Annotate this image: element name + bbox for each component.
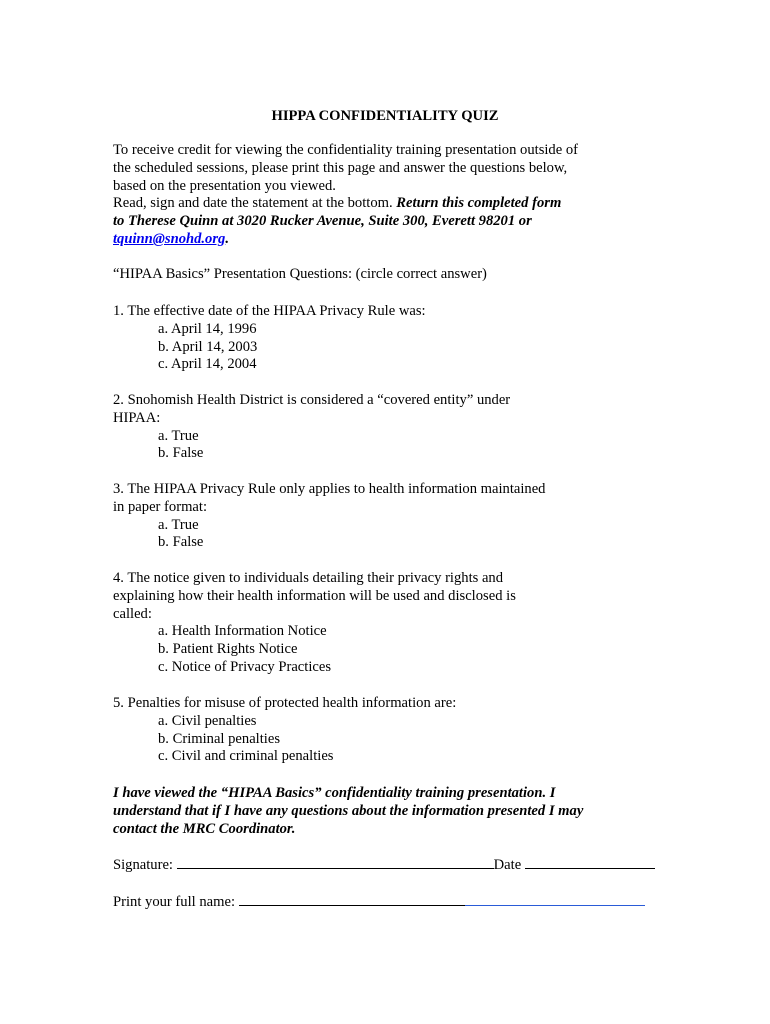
answer-option[interactable]: b. April 14, 2003: [158, 338, 258, 355]
date-field[interactable]: [525, 856, 655, 869]
print-name-field-continued[interactable]: [465, 893, 645, 906]
intro-instruction: Read, sign and date the statement at the bottom.: [113, 195, 397, 212]
question-text: 2. Snohomish Health District is considered a “covered entity” under: [113, 392, 511, 408]
question-1: [113, 303, 733, 374]
page-title: HIPPA CONFIDENTIALITY QUIZ: [271, 108, 499, 124]
answer-option[interactable]: a. True: [158, 516, 199, 533]
statement-line: contact the MRC Coordinator.: [113, 820, 296, 837]
question-text: 1. The effective date of the HIPAA Privacy Rule was:: [113, 303, 426, 319]
question-text: 4. The notice given to individuals detailing their privacy rights and: [113, 570, 504, 586]
intro-line: To receive credit for viewing the confidentiality training presentation outside of: [113, 142, 579, 158]
question-text: 5. Penalties for misuse of protected health information are:: [113, 695, 457, 711]
question-text: called:: [113, 605, 152, 622]
print-name-field[interactable]: [239, 893, 465, 906]
answer-option[interactable]: a. Civil penalties: [158, 712, 257, 729]
intro-line: based on the presentation you viewed.: [113, 177, 336, 194]
answer-option[interactable]: b. False: [158, 534, 204, 551]
answer-option[interactable]: c. Civil and criminal penalties: [158, 748, 334, 765]
answer-option[interactable]: b. False: [158, 445, 204, 462]
section-heading: [113, 266, 733, 284]
signature-field[interactable]: [177, 856, 494, 869]
intro-line: [113, 195, 733, 213]
intro-line: the scheduled sessions, please print this page and answer the questions below,: [113, 159, 568, 176]
answer-option[interactable]: a. Health Information Notice: [158, 623, 327, 640]
signature-row: [113, 856, 655, 874]
intro-return-instruction: Return this completed form: [396, 195, 562, 212]
statement-line: understand that if I have any questions about the information presented I may: [113, 802, 584, 819]
question-5: [113, 695, 733, 766]
statement-line: I have viewed the “HIPAA Basics” confidentiality training presentation. I: [113, 785, 556, 801]
answer-option[interactable]: c. Notice of Privacy Practices: [158, 658, 332, 675]
intro-email-line: [113, 231, 733, 249]
question-text: in paper format:: [113, 498, 208, 515]
answer-option[interactable]: c. April 14, 2004: [158, 356, 257, 373]
question-4: [113, 570, 733, 677]
email-period: .: [225, 230, 229, 247]
intro-address: to Therese Quinn at 3020 Rucker Avenue, Suite 300, Everett 98201 or: [113, 213, 532, 230]
date-label: Date: [493, 857, 525, 873]
intro-paragraph: [113, 142, 733, 249]
question-text: HIPAA:: [113, 409, 161, 426]
print-name-row: [113, 893, 645, 911]
question-2: [113, 392, 733, 463]
question-text: 3. The HIPAA Privacy Rule only applies to health information maintained: [113, 481, 546, 497]
question-3: [113, 481, 733, 552]
answer-option[interactable]: a. True: [158, 427, 199, 444]
attestation-statement: [113, 785, 733, 838]
answer-option[interactable]: b. Patient Rights Notice: [158, 641, 298, 658]
question-text: explaining how their health information will be used and disclosed is: [113, 587, 516, 604]
answer-option[interactable]: a. April 14, 1996: [158, 320, 257, 337]
section-heading-text: “HIPAA Basics” Presentation Questions: (circle correct answer): [113, 266, 487, 282]
answer-option[interactable]: b. Criminal penalties: [158, 730, 280, 747]
signature-label: Signature:: [113, 857, 177, 873]
print-name-label: Print your full name:: [113, 894, 239, 910]
email-link[interactable]: tquinn@snohd.org: [113, 230, 226, 247]
